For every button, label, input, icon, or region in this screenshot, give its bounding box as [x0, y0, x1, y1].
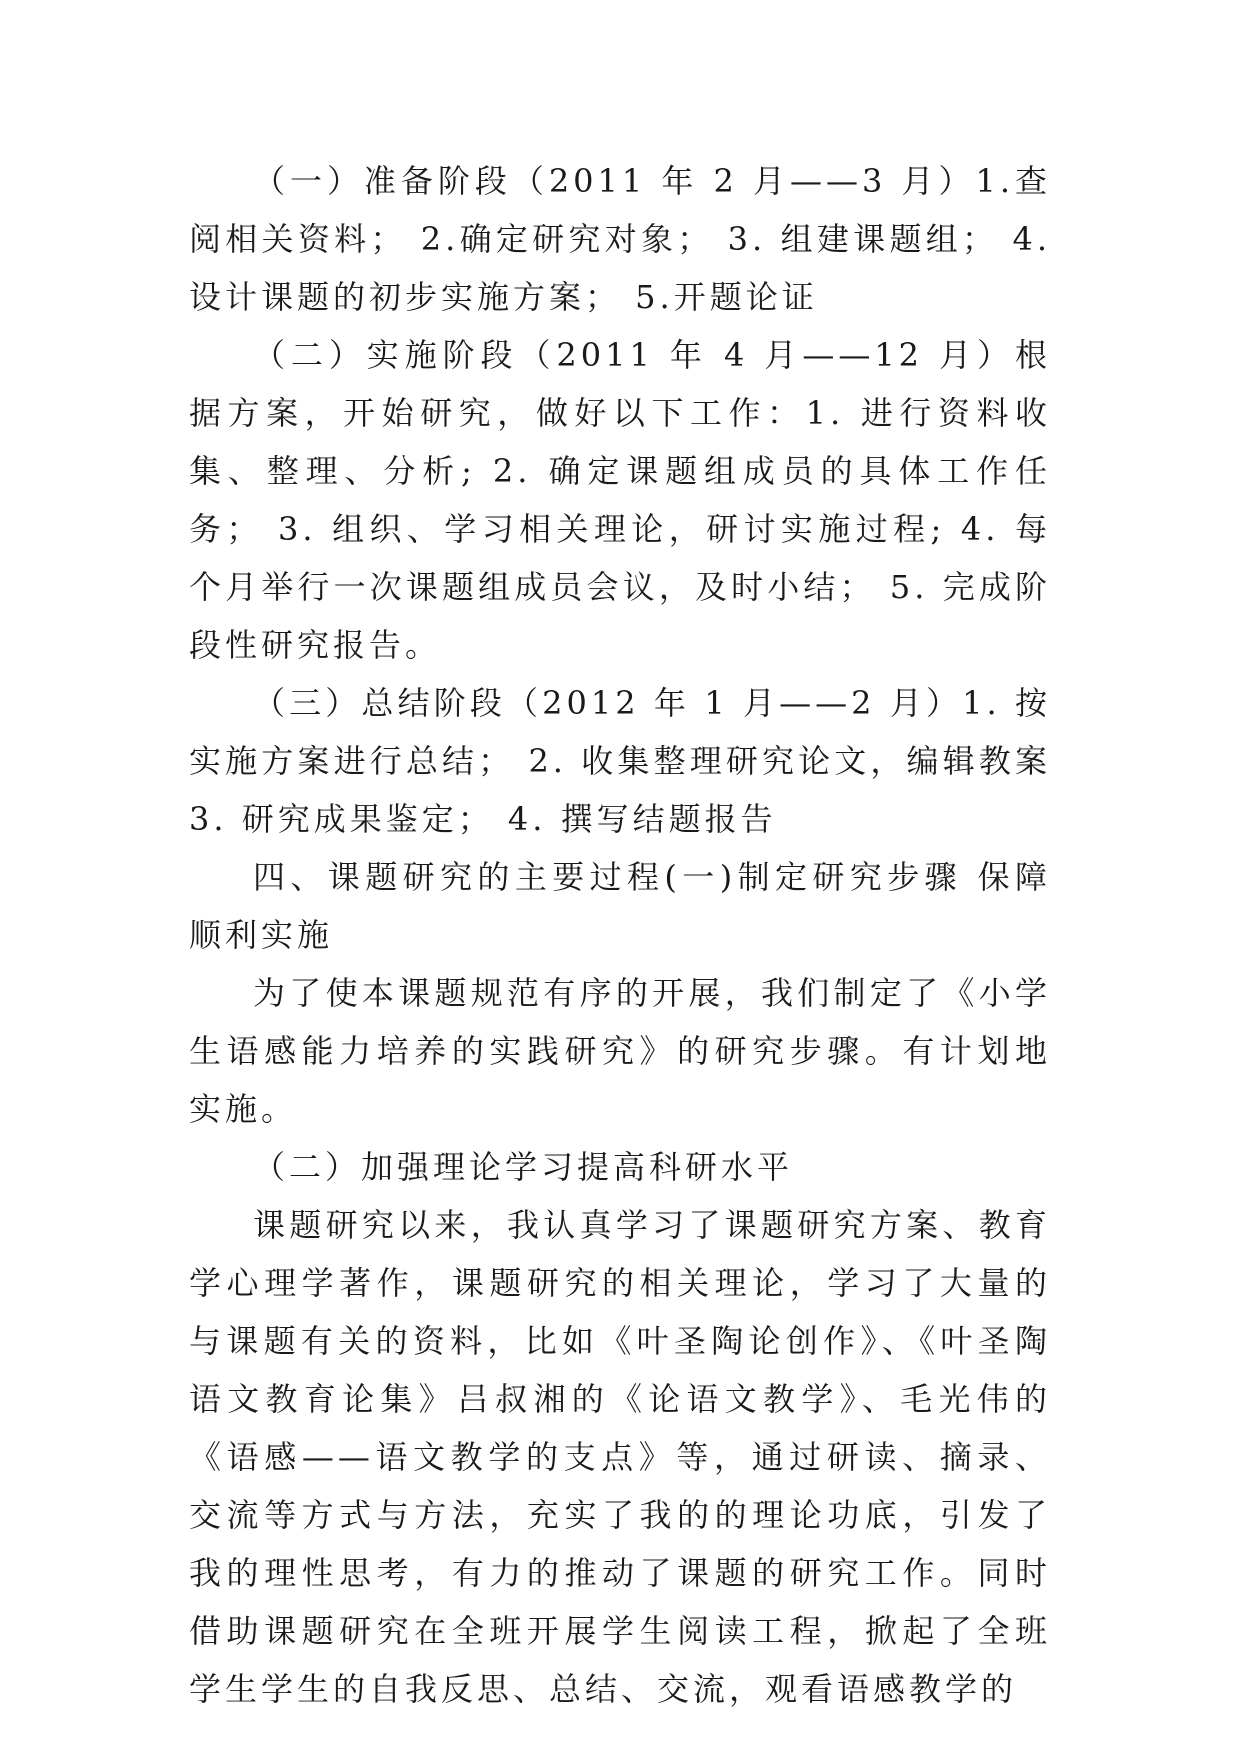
paragraph-theory-study: 课题研究以来，我认真学习了课题研究方案、教育学心理学著作，课题研究的相关理论，学习了大量的与课题有关的资料，比如《叶圣陶论创作》、《叶圣陶语文教育论集》吕叔湘的《论语文教学》、毛光伟的《语感——语文教学的支点》等，通过研读、摘录、交流等方式与方法，充实了我的的理论功底，引发了我的理性思考，有力的推动了课题的研究工作。同时借助课题研究在全班开展学生阅读工程，掀起了全班学生学生的自我反思、总结、交流，观看语感教学的: [189, 1206, 1051, 1708]
section-heading-research-process: 四、课题研究的主要过程(一)制定研究步骤 保障顺利实施: [189, 858, 1051, 954]
document-body: [189, 152, 1051, 1718]
subheading-theory-study: （二）加强理论学习提高科研水平: [253, 1148, 794, 1186]
paragraph-implementation-stage: （二）实施阶段（2011 年 4 月——12 月）根据方案，开始研究，做好以下工作：1. 进行资料收集、整理、分析; 2. 确定课题组成员的具体工作任务； 3. 组织、学习相关理论，研讨实施过程; 4. 每个月举行一次课题组成员会议，及时小结； 5. 完成阶段性研究报告。: [189, 336, 1051, 664]
paragraph-research-steps: 为了使本课题规范有序的开展，我们制定了《小学生语感能力培养的实践研究》的研究步骤。有计划地实施。: [189, 974, 1051, 1128]
paragraph-preparation-stage: （一）准备阶段（2011 年 2 月——3 月）1.查阅相关资料； 2.确定研究对象； 3. 组建课题组； 4. 设计课题的初步实施方案； 5.开题论证: [189, 162, 1051, 316]
paragraph-summary-stage: （三）总结阶段（2012 年 1 月——2 月）1. 按实施方案进行总结； 2. 收集整理研究论文，编辑教案 3. 研究成果鉴定； 4. 撰写结题报告: [189, 684, 1051, 838]
